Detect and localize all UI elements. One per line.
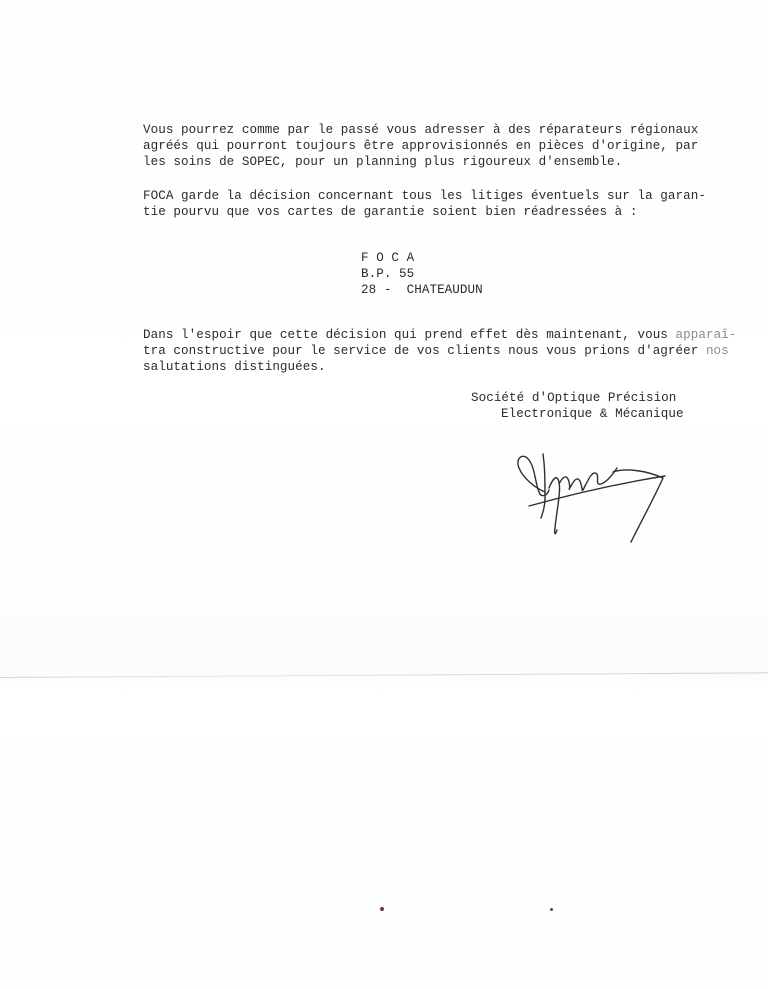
paragraph-3-line-2-main: tra constructive pour le service de vos clients nous vous prions d'agréer [143,344,706,358]
address-line-2: B.P. 55 [361,267,415,281]
paragraph-1-line-2: agréés qui pourront toujours être approvisionnés en pièces d'origine, par [143,139,699,153]
paragraph-3-line-3: salutations distinguées. [143,360,326,374]
paragraph-3-line-1-main: Dans l'espoir que cette décision qui prend effet dès maintenant, vous [143,328,676,342]
company-name-line-2: Electronique & Mécanique [501,407,684,421]
paper-fold-line [0,672,768,678]
paragraph-2-line-1: FOCA garde la décision concernant tous les litiges éventuels sur la garan- [143,189,706,203]
paragraph-3-line-2 [143,343,729,359]
paragraph-2-line-2: tie pourvu que vos cartes de garantie soient bien réadressées à : [143,205,638,219]
ink-mark-right [550,908,553,911]
paragraph-1-line-1: Vous pourrez comme par le passé vous adresser à des réparateurs régionaux [143,123,699,137]
address-line-3: 28 - CHATEAUDUN [361,283,483,297]
address-line-1: F O C A [361,251,415,265]
ink-mark-left [380,907,384,911]
paragraph-3-line-1-faded: apparaî- [675,328,737,342]
paragraph-1-line-3: les soins de SOPEC, pour un planning plus rigoureux d'ensemble. [143,155,623,169]
handwritten-signature [505,448,680,553]
paragraph-3-line-1 [143,327,736,343]
paragraph-3-line-2-faded: nos [705,344,729,358]
company-name-line-1: Société d'Optique Précision [471,391,677,405]
